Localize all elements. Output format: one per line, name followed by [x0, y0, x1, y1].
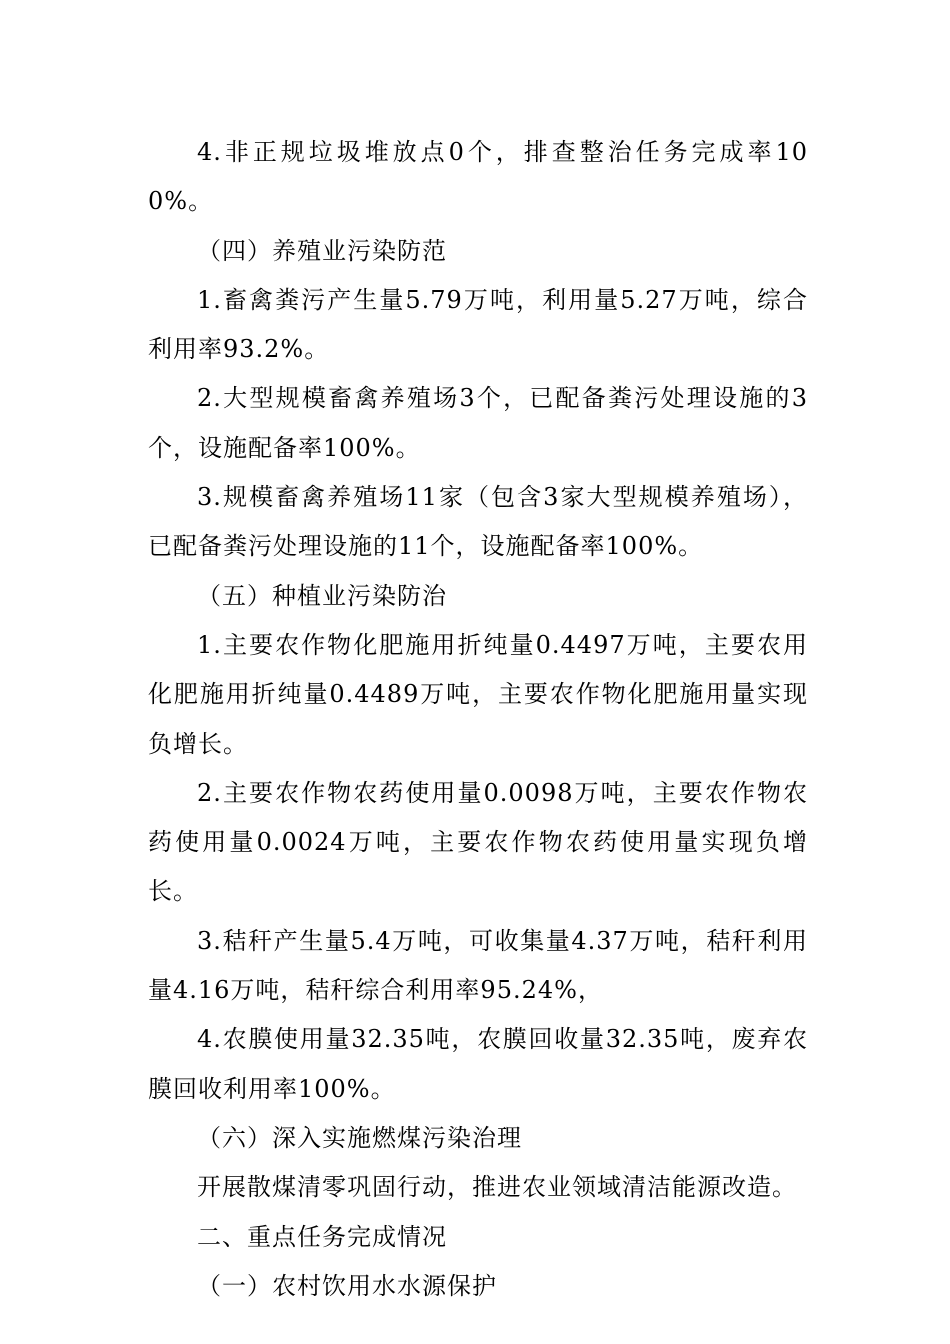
- paragraph-manure-utilization: 1.畜禽粪污产生量5.79万吨，利用量5.27万吨，综合利用率93.2%。: [148, 285, 808, 364]
- paragraph-scale-farms: 3.规模畜禽养殖场11家（包含3家大型规模养殖场），已配备粪污处理设施的11个，设施配备率100%。: [148, 483, 808, 561]
- paragraph-plastic-film: 4.农膜使用量32.35吨，农膜回收量32.35吨，废弃农膜回收利用率100%。: [148, 1025, 808, 1103]
- section-heading-livestock: （四）养殖业污染防范: [197, 236, 447, 265]
- paragraph-coal-action: 开展散煤清零巩固行动，推进农业领域清洁能源改造。: [197, 1173, 797, 1202]
- paragraph-large-farms: 2.大型规模畜禽养殖场3个，已配备粪污处理设施的3个，设施配备率100%。: [148, 384, 808, 462]
- paragraph-straw: 3.秸秆产生量5.4万吨，可收集量4.37万吨，秸秆利用量4.16万吨，秸秆综合利用率95.24%，: [148, 926, 808, 1005]
- section-heading-planting: （五）种植业污染防治: [197, 581, 447, 610]
- paragraph-waste-dump-sites: 4.非正规垃圾堆放点0个，排查整治任务完成率100%。: [148, 138, 808, 216]
- section-heading-coal: （六）深入实施燃煤污染治理: [197, 1123, 522, 1152]
- paragraph-pesticide: 2.主要农作物农药使用量0.0098万吨，主要农作物农药使用量0.0024万吨，主要农作物农药使用量实现负增长。: [148, 778, 808, 906]
- section-heading-water-source: （一）农村饮用水水源保护: [197, 1271, 497, 1300]
- section-heading-key-tasks: 二、重点任务完成情况: [197, 1222, 447, 1251]
- paragraph-fertilizer: 1.主要农作物化肥施用折纯量0.4497万吨，主要农用化肥施用折纯量0.4489万吨，主要农作物化肥施用量实现负增长。: [148, 630, 808, 758]
- document-body: [148, 128, 808, 1311]
